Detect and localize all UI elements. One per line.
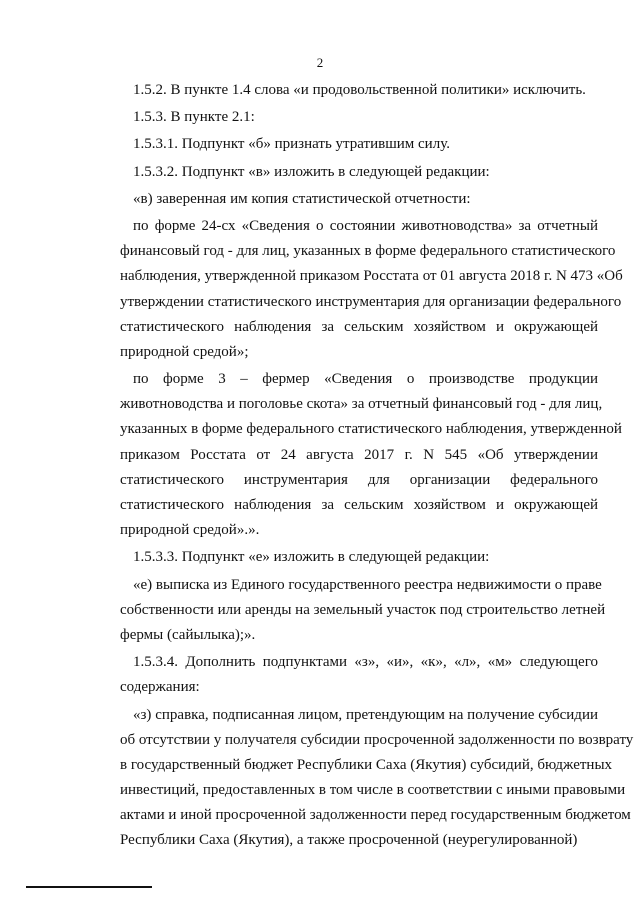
- text-line: «е) выписка из Единого государственного реестра недвижимости о праве: [133, 576, 602, 593]
- text-line: наблюдения, утвержденной приказом Росстата от 01 августа 2018 г. N 473 «Об: [120, 268, 623, 285]
- text-line: собственности или аренды на земельный участок под строительство летней: [120, 601, 606, 618]
- text-line: фермы (сайылыка);».: [120, 626, 256, 643]
- document-body: [120, 78, 634, 854]
- text-line: финансовый год - для лиц, указанных в форме федерального статистического: [120, 243, 616, 260]
- text-line: статистического инструментария для организации федерального: [120, 471, 598, 488]
- paragraph: [120, 214, 623, 365]
- text-line: Республики Саха (Якутия), а также просроченной (неурегулированной): [120, 832, 578, 849]
- paragraph: [120, 132, 598, 157]
- text-line: утверждении статистического инструментария для организации федерального: [120, 293, 622, 310]
- paragraph: [120, 105, 598, 130]
- text-line: актами и иной просроченной задолженности перед государственным бюджетом: [120, 807, 631, 824]
- text-line: содержания:: [120, 679, 200, 696]
- text-line: 1.5.3.2. Подпункт «в» изложить в следующей редакции:: [133, 163, 490, 180]
- paragraph: [120, 367, 622, 543]
- text-line: 1.5.2. В пункте 1.4 слова «и продовольственной политики» исключить.: [133, 82, 586, 98]
- text-line: «в) заверенная им копия статистической отчетности:: [133, 190, 471, 207]
- paragraph: [120, 160, 598, 185]
- text-line: 1.5.3.4. Дополнить подпунктами «з», «и», «к», «л», «м» следующего: [133, 654, 598, 671]
- text-line: природной средой».».: [120, 522, 260, 539]
- text-line: статистического наблюдения за сельским хозяйством и окружающей: [120, 497, 598, 513]
- paragraph: [120, 545, 598, 570]
- footnote-separator-line: [26, 886, 152, 888]
- text-line: указанных в форме федерального статистического наблюдения, утвержденной: [120, 421, 622, 438]
- text-line: животноводства и поголовье скота» за отчетный финансовый год - для лиц,: [120, 396, 603, 413]
- paragraph: [120, 703, 634, 854]
- text-line: по форме 3 – фермер «Сведения о производстве продукции: [133, 371, 598, 388]
- text-line: «з) справка, подписанная лицом, претендующим на получение субсидии: [133, 706, 598, 723]
- text-line: по форме 24-сх «Сведения о состоянии животноводства» за отчетный: [133, 217, 598, 234]
- text-line: об отсутствии у получателя субсидии просроченной задолженности по возврату: [120, 731, 634, 748]
- page-number: 2: [316, 55, 324, 70]
- paragraph: [120, 187, 598, 212]
- text-line: 1.5.3.3. Подпункт «е» изложить в следующей редакции:: [133, 549, 490, 566]
- text-line: приказом Росстата от 24 августа 2017 г. N 545 «Об утверждении: [120, 446, 598, 463]
- text-line: инвестиций, предоставленных в том числе в соответствии с иными правовыми: [120, 782, 626, 799]
- paragraph: [120, 650, 598, 700]
- text-line: 1.5.3. В пункте 2.1:: [133, 109, 255, 126]
- paragraph: [120, 573, 606, 649]
- text-line: природной средой»;: [120, 343, 249, 360]
- text-line: статистического наблюдения за сельским хозяйством и окружающей: [120, 318, 598, 335]
- text-line: в государственный бюджет Республики Саха (Якутия) субсидий, бюджетных: [120, 756, 613, 773]
- text-line: 1.5.3.1. Подпункт «б» признать утратившим силу.: [133, 136, 450, 153]
- paragraph: [120, 78, 598, 103]
